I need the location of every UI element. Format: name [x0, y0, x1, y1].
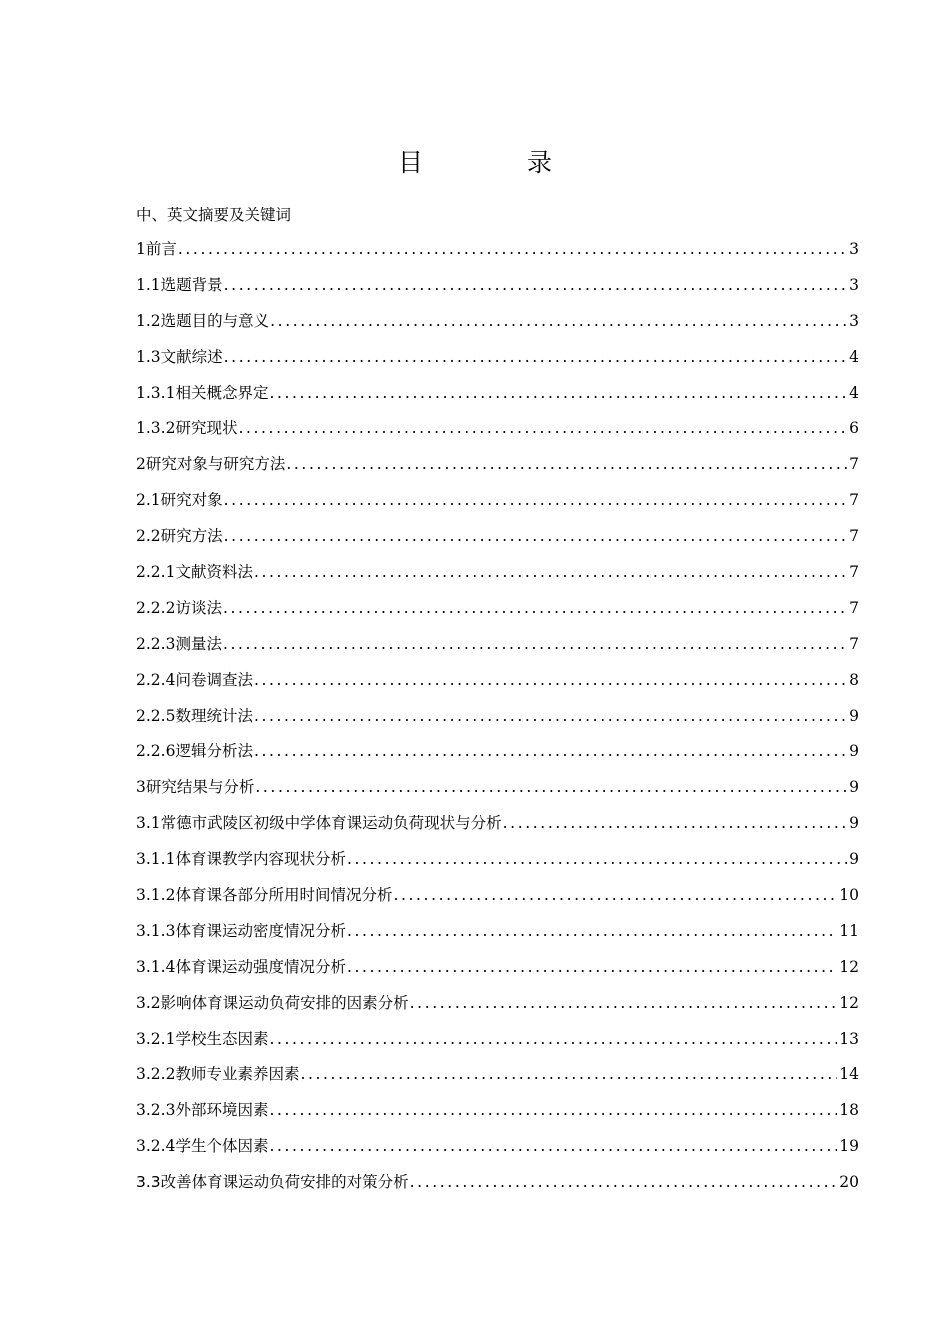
toc-entry[interactable]	[136, 663, 859, 699]
toc-entry-page: 18	[839, 1101, 859, 1120]
toc-entry-page: 19	[839, 1137, 859, 1156]
dot-leader	[269, 1129, 837, 1165]
toc-entry[interactable]	[136, 1022, 859, 1058]
toc-entry-label: 1.3.1相关概念界定	[136, 383, 269, 402]
toc-entry-page: 3	[849, 275, 859, 294]
toc-entry[interactable]	[136, 376, 859, 412]
dot-leader	[254, 555, 847, 591]
toc-entry[interactable]	[136, 806, 859, 842]
toc-entry[interactable]	[136, 340, 859, 376]
dot-leader	[270, 304, 847, 340]
toc-entry-page: 7	[849, 598, 859, 617]
toc-entry-abstract[interactable]	[136, 198, 859, 232]
dot-leader	[393, 878, 837, 914]
toc-entry-page: 7	[849, 563, 859, 582]
toc-entry[interactable]	[136, 232, 859, 268]
dot-leader	[224, 340, 847, 376]
toc-entry-label: 3.2.3外部环境因素	[136, 1101, 269, 1120]
toc-entry-page: 13	[839, 1029, 859, 1048]
toc-entry-page: 9	[849, 778, 859, 797]
toc-entry-page: 7	[849, 634, 859, 653]
toc-entry[interactable]	[136, 519, 859, 555]
dot-leader	[269, 1093, 837, 1129]
toc-entry-label: 1.3文献综述	[136, 347, 223, 366]
toc-entry-label: 1.3.2研究现状	[136, 419, 238, 438]
toc-entry-page: 7	[849, 527, 859, 546]
toc-entry[interactable]	[136, 591, 859, 627]
toc-entry-label: 3.1常德市武陵区初级中学体育课运动负荷现状与分析	[136, 814, 502, 833]
toc-entry-page: 6	[849, 419, 859, 438]
dot-leader	[254, 734, 847, 770]
dot-leader	[300, 1057, 837, 1093]
dot-leader	[347, 914, 837, 950]
toc-entry-page: 20	[839, 1173, 859, 1192]
toc-entry-label: 3.1.4体育课运动强度情况分析	[136, 957, 346, 976]
dot-leader	[223, 591, 847, 627]
dot-leader	[224, 519, 847, 555]
toc-entry-page: 9	[849, 850, 859, 869]
toc-entry[interactable]	[136, 1129, 859, 1165]
toc-entry[interactable]	[136, 842, 859, 878]
page-title: 目 录	[398, 148, 600, 177]
toc-entry-label: 2.2.4问卷调查法	[136, 670, 253, 689]
toc-entry-page: 9	[849, 814, 859, 833]
toc-entry-label: 1.2选题目的与意义	[136, 311, 270, 330]
toc-entry-label: 2.2研究方法	[136, 527, 223, 546]
toc-entry[interactable]	[136, 411, 859, 447]
dot-leader	[286, 447, 847, 483]
dot-leader	[255, 770, 847, 806]
toc-entry-label: 1.1选题背景	[136, 275, 223, 294]
toc-entry-label: 2研究对象与研究方法	[136, 455, 286, 474]
dot-leader	[254, 699, 847, 735]
toc-entry[interactable]	[136, 770, 859, 806]
toc-entry-page: 12	[839, 957, 859, 976]
toc-entry-label: 3.2.4学生个体因素	[136, 1137, 269, 1156]
toc-entry[interactable]	[136, 268, 859, 304]
dot-leader	[503, 806, 847, 842]
toc-entry-label: 2.1研究对象	[136, 491, 223, 510]
dot-leader	[347, 842, 847, 878]
toc-entry[interactable]	[136, 1165, 859, 1201]
toc-entry-page: 10	[839, 886, 859, 905]
toc-entry[interactable]	[136, 304, 859, 340]
dot-leader	[269, 376, 847, 412]
toc-entry[interactable]	[136, 914, 859, 950]
toc-entry-label: 3.3改善体育课运动负荷安排的对策分析	[136, 1173, 409, 1192]
toc-entry-page: 4	[849, 383, 859, 402]
toc-entry[interactable]	[136, 878, 859, 914]
toc-entry-page: 11	[839, 921, 859, 940]
toc-entry-label: 3.2.2教师专业素养因素	[136, 1065, 300, 1084]
dot-leader	[224, 268, 847, 304]
toc-entry-page: 3	[849, 311, 859, 330]
toc-entry-page: 8	[849, 670, 859, 689]
toc-entry-label: 1前言	[136, 240, 177, 258]
dot-leader	[238, 411, 847, 447]
toc-entry-label: 2.2.6逻辑分析法	[136, 742, 253, 761]
toc-entry-label: 3.1.1体育课教学内容现状分析	[136, 850, 346, 869]
table-of-contents	[136, 198, 859, 1201]
toc-entry[interactable]	[136, 950, 859, 986]
toc-entry-page: 14	[839, 1065, 859, 1084]
dot-leader	[347, 950, 837, 986]
toc-entry[interactable]	[136, 555, 859, 591]
dot-leader	[254, 663, 847, 699]
toc-entry[interactable]	[136, 734, 859, 770]
dot-leader	[224, 483, 847, 519]
toc-entry-page: 7	[849, 491, 859, 510]
toc-entry-page: 7	[849, 455, 859, 474]
toc-entry-page: 9	[849, 706, 859, 725]
toc-entry-page: 3	[849, 240, 859, 258]
dot-leader	[223, 627, 847, 663]
toc-entry-label: 3.1.3体育课运动密度情况分析	[136, 921, 346, 940]
toc-entry[interactable]	[136, 483, 859, 519]
toc-entry-label: 中、英文摘要及关键词	[136, 206, 292, 224]
toc-entry-label: 3.2影响体育课运动负荷安排的因素分析	[136, 993, 409, 1012]
toc-entry-page: 4	[849, 347, 859, 366]
toc-entry[interactable]	[136, 1057, 859, 1093]
toc-entry[interactable]	[136, 699, 859, 735]
toc-entry[interactable]	[136, 986, 859, 1022]
toc-entry-label: 3研究结果与分析	[136, 778, 255, 797]
dot-leader	[410, 1165, 838, 1201]
toc-entry-label: 3.2.1学校生态因素	[136, 1029, 269, 1048]
toc-entry[interactable]	[136, 627, 859, 663]
toc-entry-label: 2.2.2访谈法	[136, 598, 222, 617]
dot-leader	[178, 232, 847, 268]
dot-leader	[269, 1022, 837, 1058]
toc-entry-page: 12	[839, 993, 859, 1012]
toc-entry-label: 2.2.1文献资料法	[136, 563, 253, 582]
toc-entry-label: 2.2.5数理统计法	[136, 706, 253, 725]
toc-entry-label: 2.2.3测量法	[136, 634, 222, 653]
toc-entry[interactable]	[136, 1093, 859, 1129]
toc-entry[interactable]	[136, 447, 859, 483]
dot-leader	[410, 986, 838, 1022]
toc-entry-label: 3.1.2体育课各部分所用时间情况分析	[136, 886, 393, 905]
toc-entry-page: 9	[849, 742, 859, 761]
